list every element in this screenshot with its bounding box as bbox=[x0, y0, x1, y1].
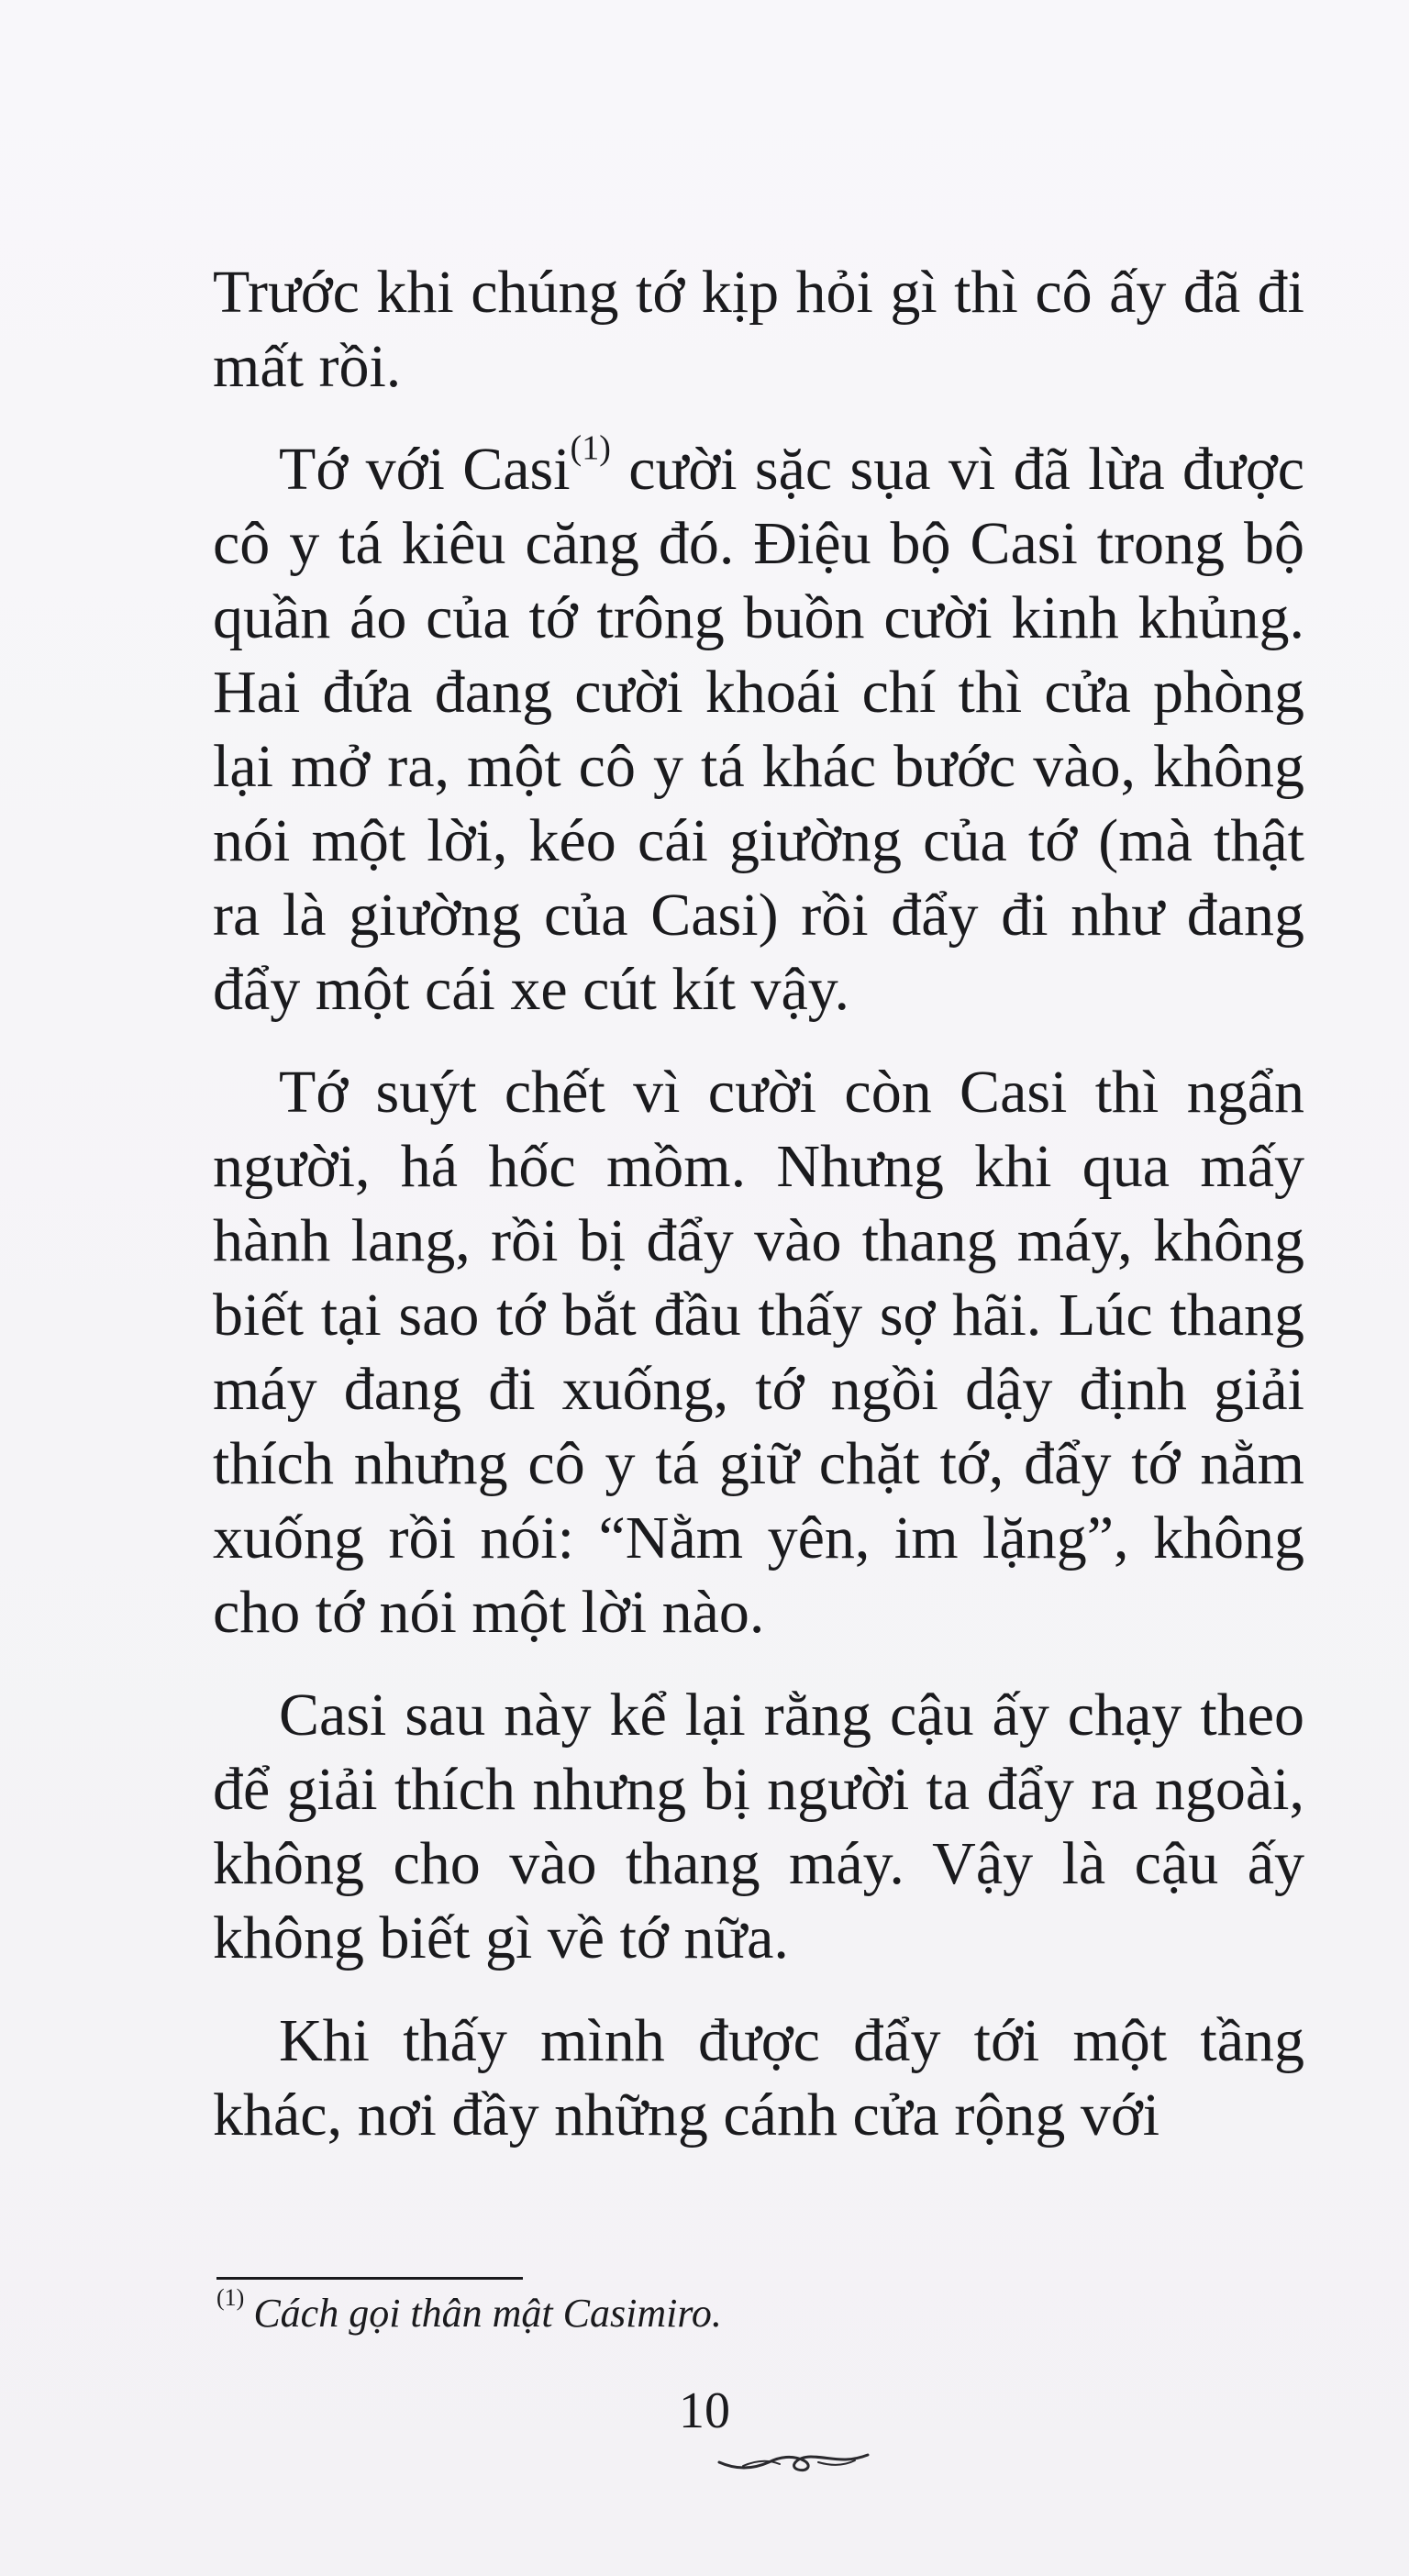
paragraph-3: Tớ suýt chết vì cười còn Casi thì ngẩn người, há hốc mồm. Nhưng khi qua mấy hành lang, rồi bị đẩy vào thang máy, không biết tại sao tớ bắt đầu thấy sợ hãi. Lúc thang máy đang đi xuống, tớ ngồi dậy định giải thích nhưng cô y tá giữ chặt tớ, đẩy tớ nằm xuống rồi nói: “Nằm yên, im lặng”, không cho tớ nói một lời nào. bbox=[213, 1059, 1304, 1646]
page-number: 10 bbox=[679, 2382, 730, 2439]
paragraph-1: Trước khi chúng tớ kịp hỏi gì thì cô ấy đã đi mất rồi. bbox=[213, 259, 1304, 400]
paragraph-2-lead: Tớ với Casi bbox=[279, 436, 571, 503]
footnote bbox=[216, 2283, 722, 2337]
paragraph-2-rest: cười sặc sụa vì đã lừa được cô y tá kiêu căng đó. Điệu bộ Casi trong bộ quần áo của tớ trông buồn cười kinh khủng. Hai đứa đang cười khoái chí thì cửa phòng lại mở ra, một cô y tá khác bước vào, không nói một lời, kéo cái giường của tớ (mà thật ra là giường của Casi) rồi đẩy đi như đang đẩy một cái xe cút kít vậy. bbox=[213, 436, 1305, 1023]
footnote-reference: (1) bbox=[570, 428, 611, 468]
footnote-marker: (1) bbox=[216, 2283, 245, 2311]
paragraph-5: Khi thấy mình được đẩy tới một tầng khác, nơi đầy những cánh cửa rộng với bbox=[213, 2007, 1304, 2149]
footnote-text: Cách gọi thân mật Casimiro. bbox=[253, 2291, 722, 2336]
flourish-ornament-icon bbox=[716, 2442, 871, 2483]
footnote-divider bbox=[216, 2277, 523, 2280]
paragraph-2 bbox=[213, 428, 1305, 1027]
paragraph-4: Casi sau này kể lại rằng cậu ấy chạy theo để giải thích nhưng bị người ta đẩy ra ngoài, không cho vào thang máy. Vậy là cậu ấy không biết gì về tớ nữa. bbox=[213, 1682, 1304, 1971]
body-text bbox=[213, 255, 1304, 2181]
